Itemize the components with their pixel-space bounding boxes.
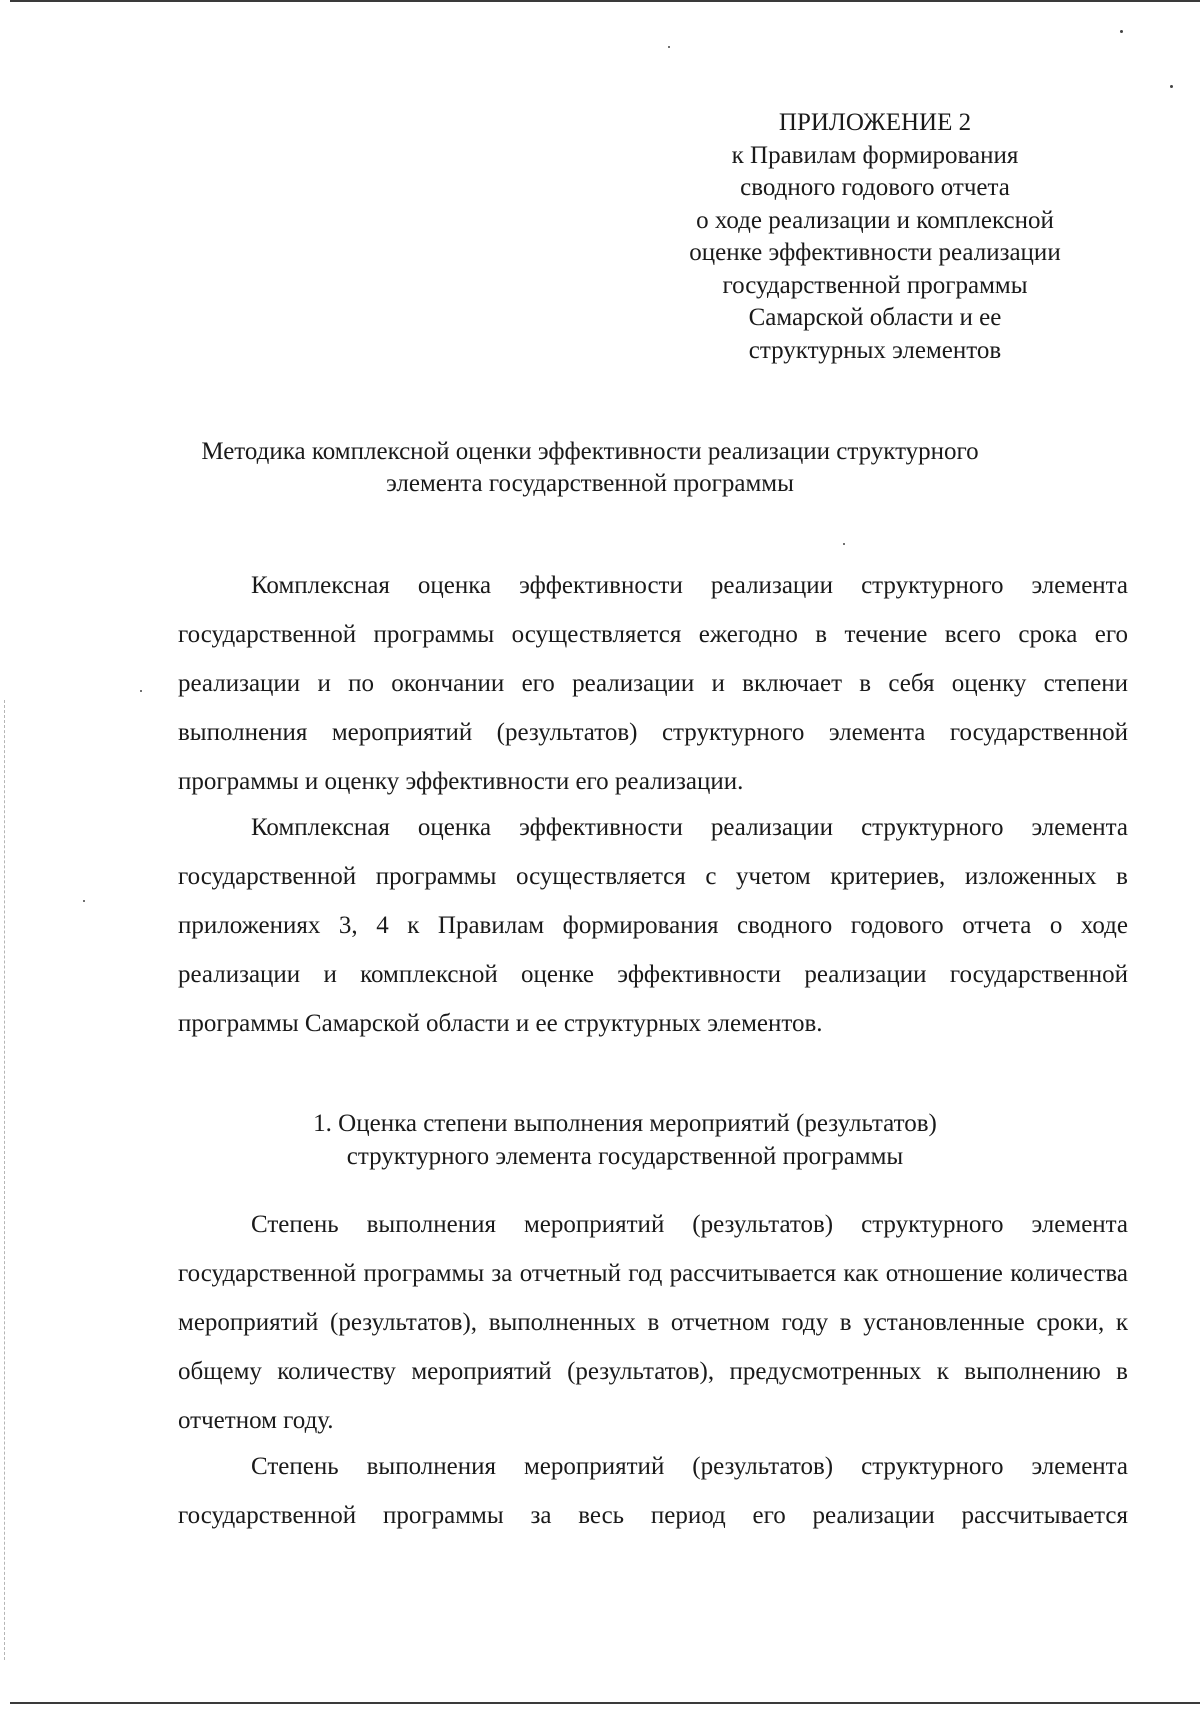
scan-speck xyxy=(83,900,85,902)
scan-speck xyxy=(1170,85,1173,88)
body-paragraph: Степень выполнения мероприятий (результатов) структурного элемента государственной программы за весь период его реализации рассчитывается xyxy=(178,1453,1128,1529)
section-heading-line: структурного элемента государственной программы xyxy=(346,1143,904,1170)
body-paragraph: Комплексная оценка эффективности реализации структурного элемента государственной программы осуществляется с учетом критериев, изложенных в приложениях 3, 4 к Правилам формирования сводного годового отчета о ходе реализации и комплексной оценке эффективности реализации государственной программы Самарской области и ее структурных элементов. xyxy=(178,814,1128,1037)
annex-line: государственной программы xyxy=(722,271,1028,299)
scan-speck xyxy=(843,543,845,545)
scan-left-edge xyxy=(4,700,6,1660)
section-heading-line: 1. Оценка степени выполнения мероприятий (результатов) xyxy=(313,1110,937,1137)
scan-top-border xyxy=(10,0,1200,2)
annex-line: к Правилам формирования xyxy=(731,141,1019,169)
annex-line: о ходе реализации и комплексной xyxy=(696,206,1054,234)
scan-speck xyxy=(1120,30,1123,33)
body-paragraph: Степень выполнения мероприятий (результатов) структурного элемента государственной программы за отчетный год рассчитывается как отношение количества мероприятий (результатов), выполненных в отчетном году в установленные сроки, к общему количеству мероприятий (результатов), предусмотренных к выполнению в отчетном году. xyxy=(178,1211,1128,1434)
annex-header xyxy=(640,107,1110,367)
annex-line: оценке эффективности реализации xyxy=(689,239,1061,266)
scan-speck xyxy=(668,46,670,48)
scan-bottom-border xyxy=(10,1702,1200,1704)
annex-line: Самарской области и ее xyxy=(748,304,1002,331)
document-title-line: элемента государственной программы xyxy=(386,470,794,497)
body-paragraph: Комплексная оценка эффективности реализации структурного элемента государственной программы осуществляется ежегодно в течение всего срока его реализации и по окончании его реализации и включает в себя оценку степени выполнения мероприятий (результатов) структурного элемента государственной программы и оценку эффективности его реализации. xyxy=(178,572,1128,795)
scan-speck xyxy=(140,690,142,692)
section-heading xyxy=(150,1107,1100,1173)
document-title xyxy=(130,436,1050,500)
annex-line: сводного годового отчета xyxy=(740,174,1010,201)
document-title-line: Методика комплексной оценки эффективности реализации структурного xyxy=(201,438,979,465)
annex-line: структурных элементов xyxy=(748,336,1002,364)
annex-title: ПРИЛОЖЕНИЕ 2 xyxy=(778,109,972,136)
